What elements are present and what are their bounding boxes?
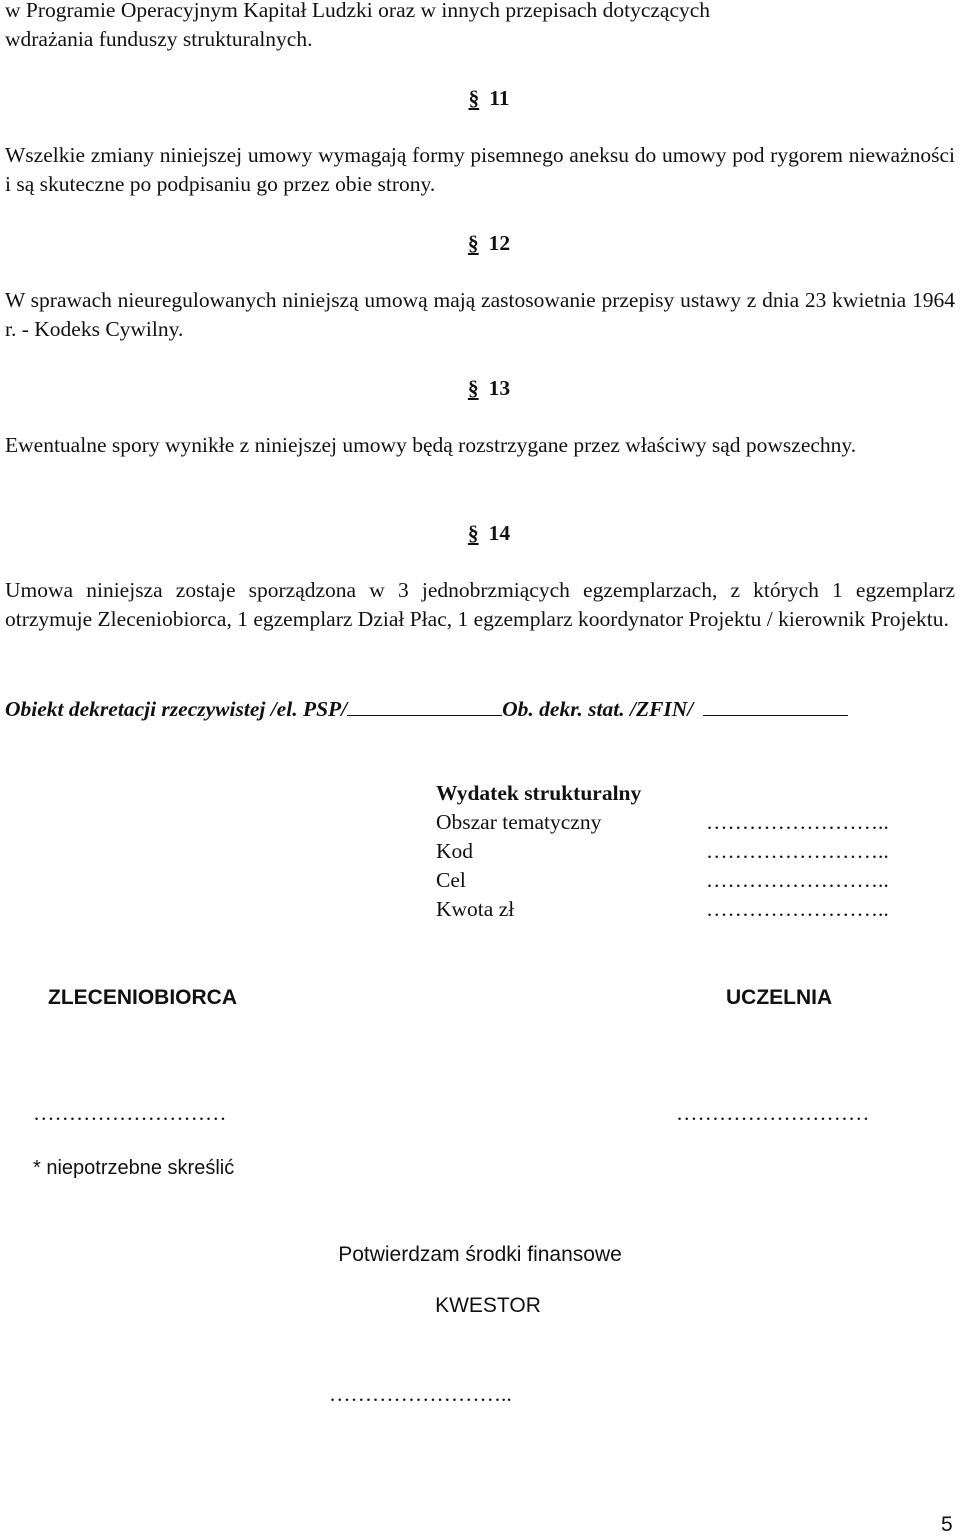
section-11-text: Wszelkie zmiany niniejszej umowy wymagają formy pisemnego aneksu do umowy pod rygorem nieważności i są skuteczne po podpisaniu go przez obie strony.: [5, 143, 955, 196]
section-heading-12: [0, 229, 960, 258]
section-heading-13: [0, 374, 960, 403]
expense-row-value: ……………………..: [706, 897, 889, 921]
confirmation-text: Potwierdzam środki finansowe: [338, 1243, 622, 1266]
section-13-text: Ewentualne spory wynikłe z niniejszej umowy będą rozstrzygane przez właściwy sąd powszechny.: [5, 433, 857, 457]
section-symbol: §: [467, 231, 479, 255]
section-14-text: Umowa niniejsza zostaje sporządzona w 3 jednobrzmiących egzemplarzach, z których 1 egzemplarz otrzymuje Zleceniobiorca, 1 egzemplarz Dział Płac, 1 egzemplarz koordynator Projektu / kierownik Projektu.: [5, 578, 955, 631]
footnote: * niepotrzebne skreślić: [33, 1157, 235, 1179]
section-12-text: W sprawach nieuregulowanych niniejszą umową mają zastosowanie przepisy ustawy z dnia 23 kwietnia 1964 r. - Kodeks Cywilny.: [5, 288, 955, 341]
signature-left-line: ………………………: [33, 1101, 227, 1125]
expense-row-label: Kwota zł: [436, 897, 515, 921]
expense-title: Wydatek strukturalny: [436, 781, 642, 805]
section-number: 12: [488, 231, 511, 255]
page-number: 5: [941, 1513, 953, 1536]
section-heading-11: [0, 84, 960, 113]
dekretacja-label-psp: Obiekt dekretacji rzeczywistej /el. PSP/: [5, 697, 348, 721]
dekretacja-line: [5, 693, 848, 724]
signature-right-title: UCZELNIA: [726, 986, 833, 1009]
expense-row-label: Obszar tematyczny: [436, 810, 602, 834]
expense-row-value: ……………………..: [706, 810, 889, 834]
section-symbol: §: [468, 86, 480, 110]
section-symbol: §: [467, 376, 479, 400]
psp-blank-field[interactable]: [347, 693, 502, 716]
expense-row-value: ……………………..: [706, 868, 889, 892]
expense-row-value: ……………………..: [706, 839, 889, 863]
signature-left-title: ZLECENIOBIORCA: [48, 986, 237, 1009]
section-number: 11: [489, 86, 510, 110]
kwestor-title: KWESTOR: [435, 1294, 541, 1317]
expense-row-label: Kod: [436, 839, 474, 863]
dekretacja-label-zfin: Ob. dekr. stat. /ZFIN/: [502, 697, 694, 721]
section-heading-14: [0, 519, 960, 548]
kwestor-signature-line: ……………………..: [329, 1382, 512, 1406]
continuation-line-2: wdrażania funduszy strukturalnych.: [5, 27, 313, 51]
continuation-line-1: w Programie Operacyjnym Kapitał Ludzki oraz w innych przepisach dotyczących: [5, 0, 711, 22]
section-number: 14: [488, 521, 511, 545]
expense-row-label: Cel: [436, 868, 466, 892]
section-number: 13: [488, 376, 511, 400]
section-symbol: §: [467, 521, 479, 545]
signature-right-line: ………………………: [676, 1101, 870, 1125]
zfin-blank-field[interactable]: [703, 693, 848, 716]
